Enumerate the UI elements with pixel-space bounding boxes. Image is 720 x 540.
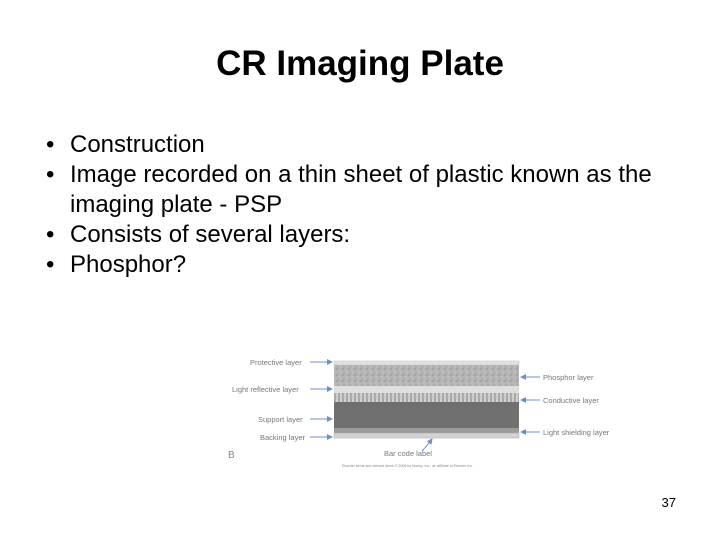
left-label: Support layer: [258, 415, 303, 424]
support-layer-band: [334, 402, 519, 428]
bullet-item: • Consists of several layers:: [46, 220, 686, 250]
panel-letter: B: [228, 450, 235, 461]
right-label: Light shielding layer: [543, 428, 610, 437]
reflective-layer-band: [334, 386, 519, 393]
imaging-plate-diagram: [222, 350, 642, 475]
bullet-item: • Image recorded on a thin sheet of plastic known as the imaging plate - PSP: [46, 160, 686, 220]
phosphor-layer-band: [334, 365, 519, 386]
shielding-layer-band: [334, 428, 519, 433]
bullet-item: • Phosphor?: [46, 250, 686, 280]
bullet-list: [46, 130, 686, 280]
figure-credit: Elsevier items and derived items © 2006 by Mosby, Inc., an affiliate of Elsevier Inc.: [342, 464, 474, 468]
left-label: Backing layer: [260, 433, 306, 442]
bar-code-label: Bar code label: [384, 449, 432, 458]
slide-title: CR Imaging Plate: [216, 44, 504, 83]
backing-layer-band: [334, 433, 519, 438]
right-label: Phosphor layer: [543, 373, 594, 382]
protective-layer-band: [334, 361, 519, 365]
left-label: Protective layer: [250, 358, 302, 367]
left-label: Light reflective layer: [232, 385, 299, 394]
plate-layers: [334, 361, 519, 438]
page-number: 37: [661, 495, 676, 510]
conductive-layer-band: [334, 393, 519, 402]
right-label: Conductive layer: [543, 396, 599, 405]
bullet-item: • Construction: [46, 130, 686, 160]
